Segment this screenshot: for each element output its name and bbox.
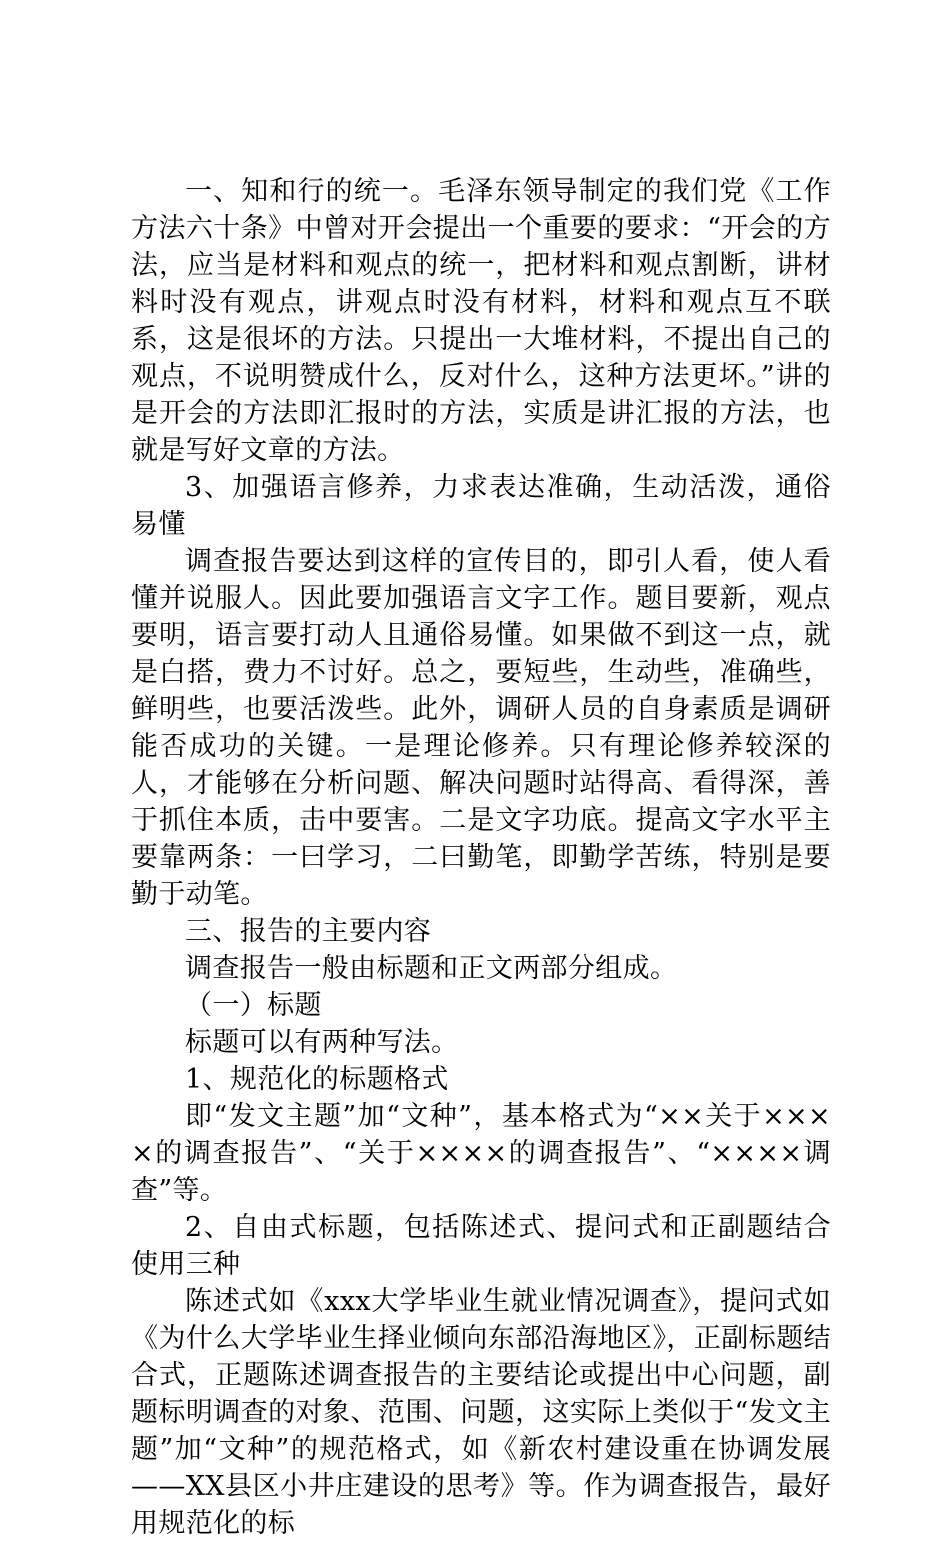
paragraph-free-style-title: 陈述式如《xxx大学毕业生就业情况调查》，提问式如《为什么大学毕业生择业倾向东部沿海地区》，正副标题结合式，正题陈述调查报告的主要结论或提出中心问题，副题标明调查的对象、范围、问题，这实际上类似于“发文主题”加“文种”的规范格式，如《新农村建设重在协调发展——XX县区小井庄建设的思考》等。作为调查报告，最好用规范化的标: [131, 1286, 831, 1539]
document-body: [131, 173, 831, 1542]
heading-report-content: 三、报告的主要内容: [185, 916, 432, 947]
paragraph-knowledge-action: 一、知和行的统一。毛泽东领导制定的我们党《工作方法六十条》中曾对开会提出一个重要的要求：“开会的方法，应当是材料和观点的统一，把材料和观点割断，讲材料时没有观点，讲观点时没有材料，材料和观点互不联系，这是很坏的方法。只提出一大堆材料，不提出自己的观点，不说明赞成什么，反对什么，这种方法更坏。”讲的是开会的方法即汇报时的方法，实质是讲汇报的方法，也就是写好文章的方法。: [131, 176, 831, 466]
heading-language-cultivation: 3、加强语言修养，力求表达准确，生动活泼，通俗易懂: [131, 472, 831, 540]
heading-free-style-title: 2、自由式标题，包括陈述式、提问式和正副题结合使用三种: [131, 1212, 831, 1280]
heading-title-section: （一）标题: [185, 990, 322, 1021]
heading-standard-title-format: 1、规范化的标题格式: [185, 1064, 449, 1095]
paragraph-title-methods: 标题可以有两种写法。: [185, 1027, 459, 1058]
paragraph-language-work: 调查报告要达到这样的宣传目的，即引人看，使人看懂并说服人。因此要加强语言文字工作。题目要新，观点要明，语言要打动人且通俗易懂。如果做不到这一点，就是白搭，费力不讨好。总之，要短些，生动些，准确些，鲜明些，也要活泼些。此外，调研人员的自身素质是调研能否成功的关键。一是理论修养。只有理论修养较深的人，才能够在分析问题、解决问题时站得高、看得深，善于抓住本质，击中要害。二是文字功底。提高文字水平主要靠两条：一曰学习，二曰勤笔，即勤学苦练，特别是要勤于动笔。: [131, 546, 831, 910]
paragraph-standard-title-format: 即“发文主题”加“文种”，基本格式为“××关于××××的调查报告”、“关于××××的调查报告”、“××××调查”等。: [131, 1101, 831, 1206]
paragraph-report-composition: 调查报告一般由标题和正文两部分组成。: [185, 953, 678, 984]
